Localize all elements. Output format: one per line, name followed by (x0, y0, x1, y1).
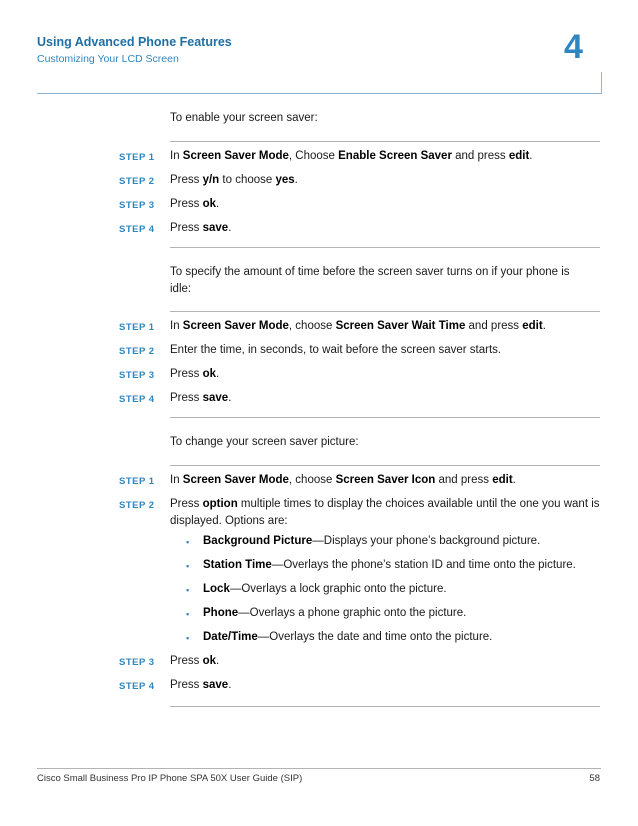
section3-top-divider (170, 465, 600, 466)
s3-step2-text: Press option multiple times to display the choices available until the one you want is displayed. Options are: (170, 498, 600, 527)
bullet-icon: ▪ (186, 585, 190, 595)
s3-step3-text: Press ok. (170, 655, 220, 667)
option-lock: Lock—Overlays a lock graphic onto the picture. (203, 583, 447, 595)
s1-step3-label: STEP 3 (119, 200, 155, 211)
footer-divider (37, 768, 601, 769)
s2-step4-label: STEP 4 (119, 394, 155, 405)
option-phone: Phone—Overlays a phone graphic onto the picture. (203, 607, 467, 619)
section2-bottom-divider (170, 417, 600, 418)
s2-step3-label: STEP 3 (119, 370, 155, 381)
s3-step3-label: STEP 3 (119, 657, 155, 668)
s1-step2-label: STEP 2 (119, 176, 155, 187)
s2-step1-label: STEP 1 (119, 322, 155, 333)
s1-step4-text: Press save. (170, 222, 232, 234)
chapter-number: 4 (564, 28, 583, 66)
section3-bottom-divider (170, 706, 600, 707)
s1-step3-text: Press ok. (170, 198, 220, 210)
chapter-number-frame (554, 72, 602, 94)
section1-top-divider (170, 141, 600, 142)
option-date-time: Date/Time—Overlays the date and time onto the picture. (203, 631, 493, 643)
s2-step2-label: STEP 2 (119, 346, 155, 357)
page-number: 58 (589, 773, 600, 784)
bullet-icon: ▪ (186, 537, 190, 547)
s3-step2-label: STEP 2 (119, 500, 155, 511)
s3-step4-label: STEP 4 (119, 681, 155, 692)
s1-step1-label: STEP 1 (119, 152, 155, 163)
bullet-icon: ▪ (186, 633, 190, 643)
section3-intro: To change your screen saver picture: (170, 436, 359, 448)
section1-intro: To enable your screen saver: (170, 112, 318, 124)
s2-step4-text: Press save. (170, 392, 232, 404)
option-station-time: Station Time—Overlays the phone’s station ID and time onto the picture. (203, 559, 576, 571)
s2-step1-text: In Screen Saver Mode, choose Screen Saver Wait Time and press edit. (170, 320, 546, 332)
s3-step4-text: Press save. (170, 679, 232, 691)
header-divider (37, 93, 554, 94)
section-title: Customizing Your LCD Screen (37, 53, 179, 65)
s3-step1-text: In Screen Saver Mode, choose Screen Saver Icon and press edit. (170, 474, 516, 486)
footer-doc-title: Cisco Small Business Pro IP Phone SPA 50X User Guide (SIP) (37, 773, 303, 784)
bullet-icon: ▪ (186, 609, 190, 619)
s2-step2-text: Enter the time, in seconds, to wait before the screen saver starts. (170, 344, 502, 356)
section2-intro: To specify the amount of time before the screen saver turns on if your phone is idle: (170, 266, 570, 295)
chapter-title: Using Advanced Phone Features (37, 35, 232, 49)
s3-step1-label: STEP 1 (119, 476, 155, 487)
s1-step1-text: In Screen Saver Mode, Choose Enable Screen Saver and press edit. (170, 150, 533, 162)
s1-step4-label: STEP 4 (119, 224, 155, 235)
s1-step2-text: Press y/n to choose yes. (170, 174, 298, 186)
section2-top-divider (170, 311, 600, 312)
section1-bottom-divider (170, 247, 600, 248)
bullet-icon: ▪ (186, 561, 190, 571)
option-background-picture: Background Picture—Displays your phone’s background picture. (203, 535, 541, 547)
s2-step3-text: Press ok. (170, 368, 220, 380)
